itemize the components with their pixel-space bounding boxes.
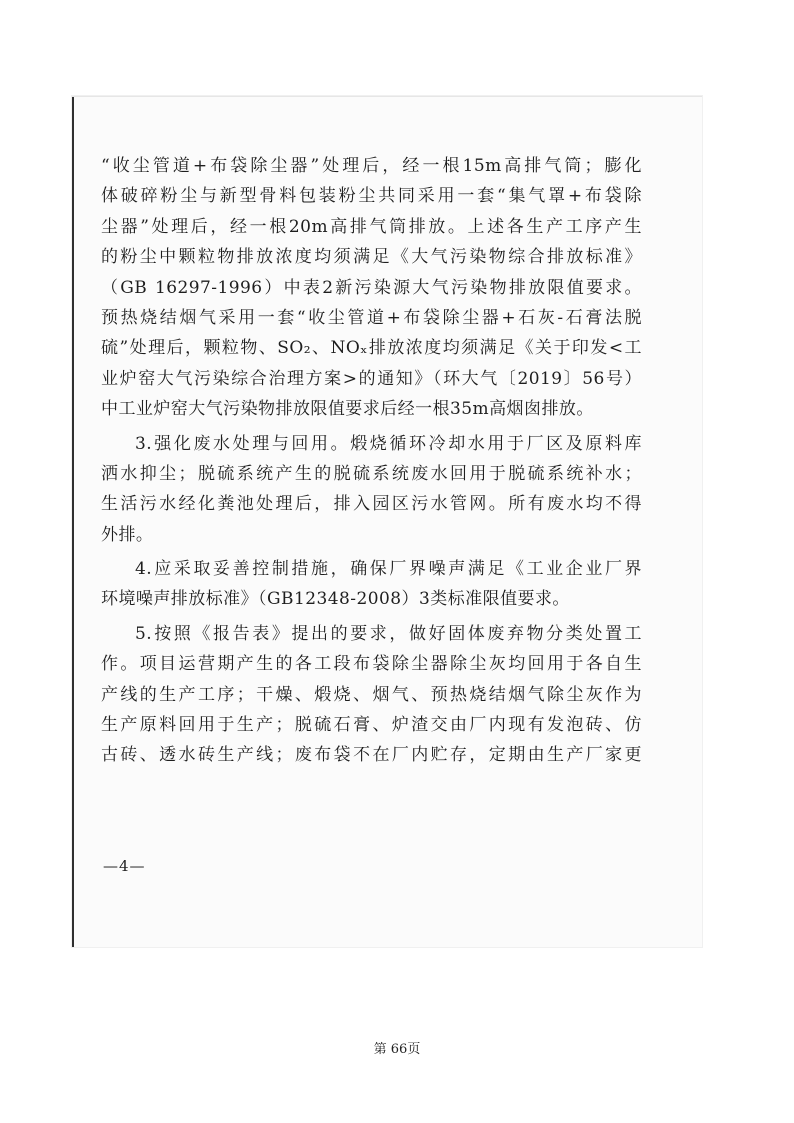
- text-line: 古砖、透水砖生产线；废布袋不在厂内贮存，定期由生产厂家更: [101, 745, 642, 766]
- text-line: 生活污水经化粪池处理后，排入园区污水管网。所有废水均不得: [101, 494, 642, 515]
- text-line: 预热烧结烟气采用一套“收尘管道+布袋除尘器+石灰-石膏法脱: [101, 307, 642, 328]
- paragraph-5-heading: 5.按照《报告表》提出的要求，做好固体废弃物分类处置工: [135, 623, 642, 644]
- text-line: 洒水抑尘；脱硫系统产生的脱硫系统废水回用于脱硫系统补水；: [101, 463, 642, 484]
- text-line: 生产原料回用于生产；脱硫石膏、炉渣交由厂内现有发泡砖、仿: [101, 715, 642, 736]
- scan-edge: [72, 96, 74, 947]
- text-line: 体破碎粉尘与新型骨料包装粉尘共同采用一套“集气罩+布袋除: [101, 186, 642, 207]
- text-line: “收尘管道+布袋除尘器”处理后，经一根15m高排气筒；膨化: [101, 156, 642, 176]
- text-line: （GB 16297-1996）中表2新污染源大气污染物排放限值要求。: [101, 277, 642, 298]
- text-line: 产线的生产工序；干燥、煅烧、烟气、预热烧结烟气除尘灰作为: [101, 684, 642, 705]
- paragraph-4-heading: 4.应采取妥善控制措施，确保厂界噪声满足《工业企业厂界: [135, 559, 642, 580]
- document-body: [101, 151, 642, 771]
- text-line: 环境噪声排放标准》（GB12348-2008）3类标准限值要求。: [101, 589, 570, 610]
- paragraph-3-heading: 3.强化废水处理与回用。煅烧循环冷却水用于厂区及原料库: [135, 433, 642, 454]
- inner-page-number: —4—: [103, 857, 146, 875]
- text-line: 中工业炉窑大气污染物排放限值要求后经一根35m高烟囱排放。: [101, 399, 594, 420]
- text-line: 的粉尘中颗粒物排放浓度均须满足《大气污染物综合排放标准》: [101, 247, 642, 268]
- text-line: 尘器”处理后，经一根20m高排气筒排放。上述各生产工序产生: [101, 216, 642, 237]
- text-line: 外排。: [101, 524, 154, 545]
- text-line: 硫”处理后，颗粒物、SO₂、NOₓ排放浓度均须满足《关于印发<工: [101, 338, 642, 359]
- text-line: 作。项目运营期产生的各工段布袋除尘器除尘灰均回用于各自生: [101, 654, 642, 675]
- text-line: 业炉窑大气污染综合治理方案>的通知》（环大气〔2019〕56号）: [101, 368, 642, 389]
- scan-edge-top: [72, 96, 702, 97]
- footer-page-label: 第 66页: [373, 1042, 421, 1057]
